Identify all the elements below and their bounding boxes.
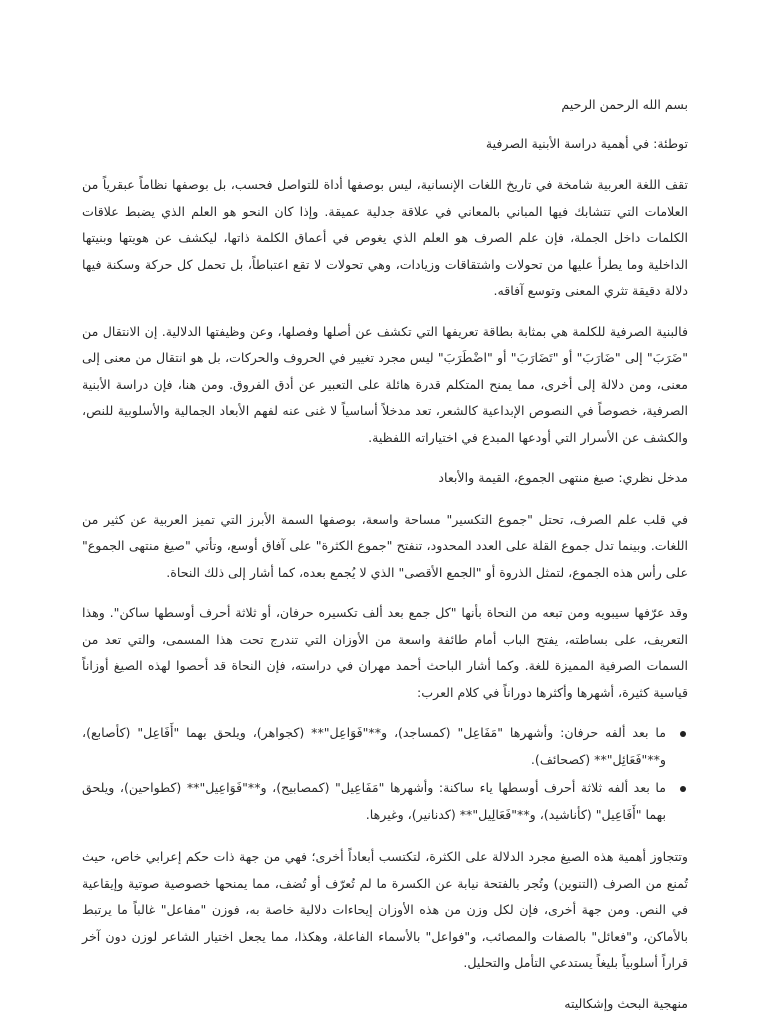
theory-heading: مدخل نظري: صيغ منتهى الجموع، القيمة والأبعاد xyxy=(438,470,688,485)
document-page xyxy=(82,92,688,1032)
list-item: ما بعد ألفه ثلاثة أحرف أوسطها ياء ساكنة: وأشهرها "مَفَاعِيل" (كمصابيح)، و**"فَوَاعِيل"** (كطواحين)، ويلحق بهما "أَفَاعِيل" (كأناشيد)، و**"فَعَالِيل"** (كدنانير)، وغيرها. xyxy=(82,775,666,828)
intro-paragraph-1: تقف اللغة العربية شامخة في تاريخ اللغات الإنسانية، ليس بوصفها أداة للتواصل فحسب، بل بوصفها نظاماً عبقرياً من العلامات التي تتشابك فيها المباني بالمعاني في علاقة جدلية عميقة. وإذا كان النحو هو العلم الذي يضبط علاقات الكلمات داخل الجملة، فإن علم الصرف هو العلم الذي يغوص في أعماق الكلمة ذاتها، ليكشف عن هويتها وبنيتها الداخلية وما يطرأ عليها من تحولات واشتقاقات وزيادات، وهي تحولات لا تقع اعتباطاً، بل تحمل كل حركة وسكنة فيها دلالة دقيقة تثري المعنى وتوسع آفاقه. xyxy=(82,177,688,298)
theory-paragraph-2: وقد عرّفها سيبويه ومن تبعه من النحاة بأنها "كل جمع بعد ألف تكسيره حرفان، أو ثلاثة أحرف أوسطها ساكن". وهذا التعريف، على بساطته، يفتح الباب أمام طائفة واسعة من الأوزان التي تندرج تحت هذا المسمى، والتي تعد من السمات الصرفية المميزة للغة. وكما أشار الباحث أحمد مهران في دراسته، فإن النحاة قد أحصوا لهذه الصيغ أوزاناً قياسية كثيرة، أشهرها وأكثرها دوراناً في كلام العرب: xyxy=(82,605,688,700)
intro-heading: توطئة: في أهمية دراسة الأبنية الصرفية xyxy=(485,135,688,151)
basmala-line: بسم الله الرحمن الرحيم xyxy=(561,97,688,112)
closing-paragraph: وتتجاوز أهمية هذه الصيغ مجرد الدلالة على الكثرة، لتكتسب أبعاداً أخرى؛ فهي من جهة ذات حكم إعرابي خاص، حيث تُمنع من الصرف (التنوين) وتُجر بالفتحة نيابة عن الكسرة ما لم تُعرّف أو تُضف، مما يمنحها خصوصية صوتية وإيقاعية في النص. ومن جهة أخرى، فإن لكل وزن من هذه الأوزان إيحاءات دلالية خاصة به، فوزن "مفاعل" غالباً ما يرتبط بالأماكن، و"فعائل" بالصفات والمصائب، و"فواعل" بالأسماء الفاعلة، وهكذا، مما يجعل اختيار الشاعر لوزن دون آخر قراراً أسلوبياً بليغاً يستدعي التأمل والتحليل. xyxy=(82,849,688,970)
pattern-list xyxy=(82,720,688,828)
theory-paragraph-1: في قلب علم الصرف، تحتل "جموع التكسير" مساحة واسعة، بوصفها السمة الأبرز التي تميز العربية عن كثير من اللغات. وبينما تدل جموع القلة على العدد المحدود، تنفتح "جموع الكثرة" على آفاق أوسع، وتأتي "صيغ منتهى الجموع" على رأس هذه الجموع، لتمثل الذروة أو "الجمع الأقصى" الذي لا يُجمع بعده، كما أشار إلى ذلك النحاة. xyxy=(82,511,688,580)
methodology-heading: منهجية البحث وإشكاليته xyxy=(564,995,688,1011)
list-item: ما بعد ألفه حرفان: وأشهرها "مَفَاعِل" (كمساجد)، و**"فَوَاعِل"** (كجواهر)، ويلحق بهما "أَفَاعِل" (كأصابع)، و**"فَعَائِل"** (كصحائف). xyxy=(82,720,666,773)
intro-paragraph-2: فالبنية الصرفية للكلمة هي بمثابة بطاقة تعريفها التي تكشف عن أصلها وفصلها، وعن وظيفتها الدلالية. إن الانتقال من "ضَرَبَ" إلى "ضَارَبَ" أو "تَضَارَبَ" أو "اضْطَرَبَ" ليس مجرد تغيير في الحروف والحركات، بل هو انتقال من معنى إلى معنى، ومن دلالة إلى أخرى، مما يمنح المتكلم قدرة هائلة على التعبير عن أدق الفروق. ومن هنا، فإن دراسة الأبنية الصرفية، خصوصاً في النصوص الإبداعية كالشعر، تعد مدخلاً أساسياً لا غنى عنه لفهم الأبعاد الجمالية والأسلوبية للنص، والكشف عن الأسرار التي أودعها المبدع في اختياراته اللفظية. xyxy=(82,323,688,445)
